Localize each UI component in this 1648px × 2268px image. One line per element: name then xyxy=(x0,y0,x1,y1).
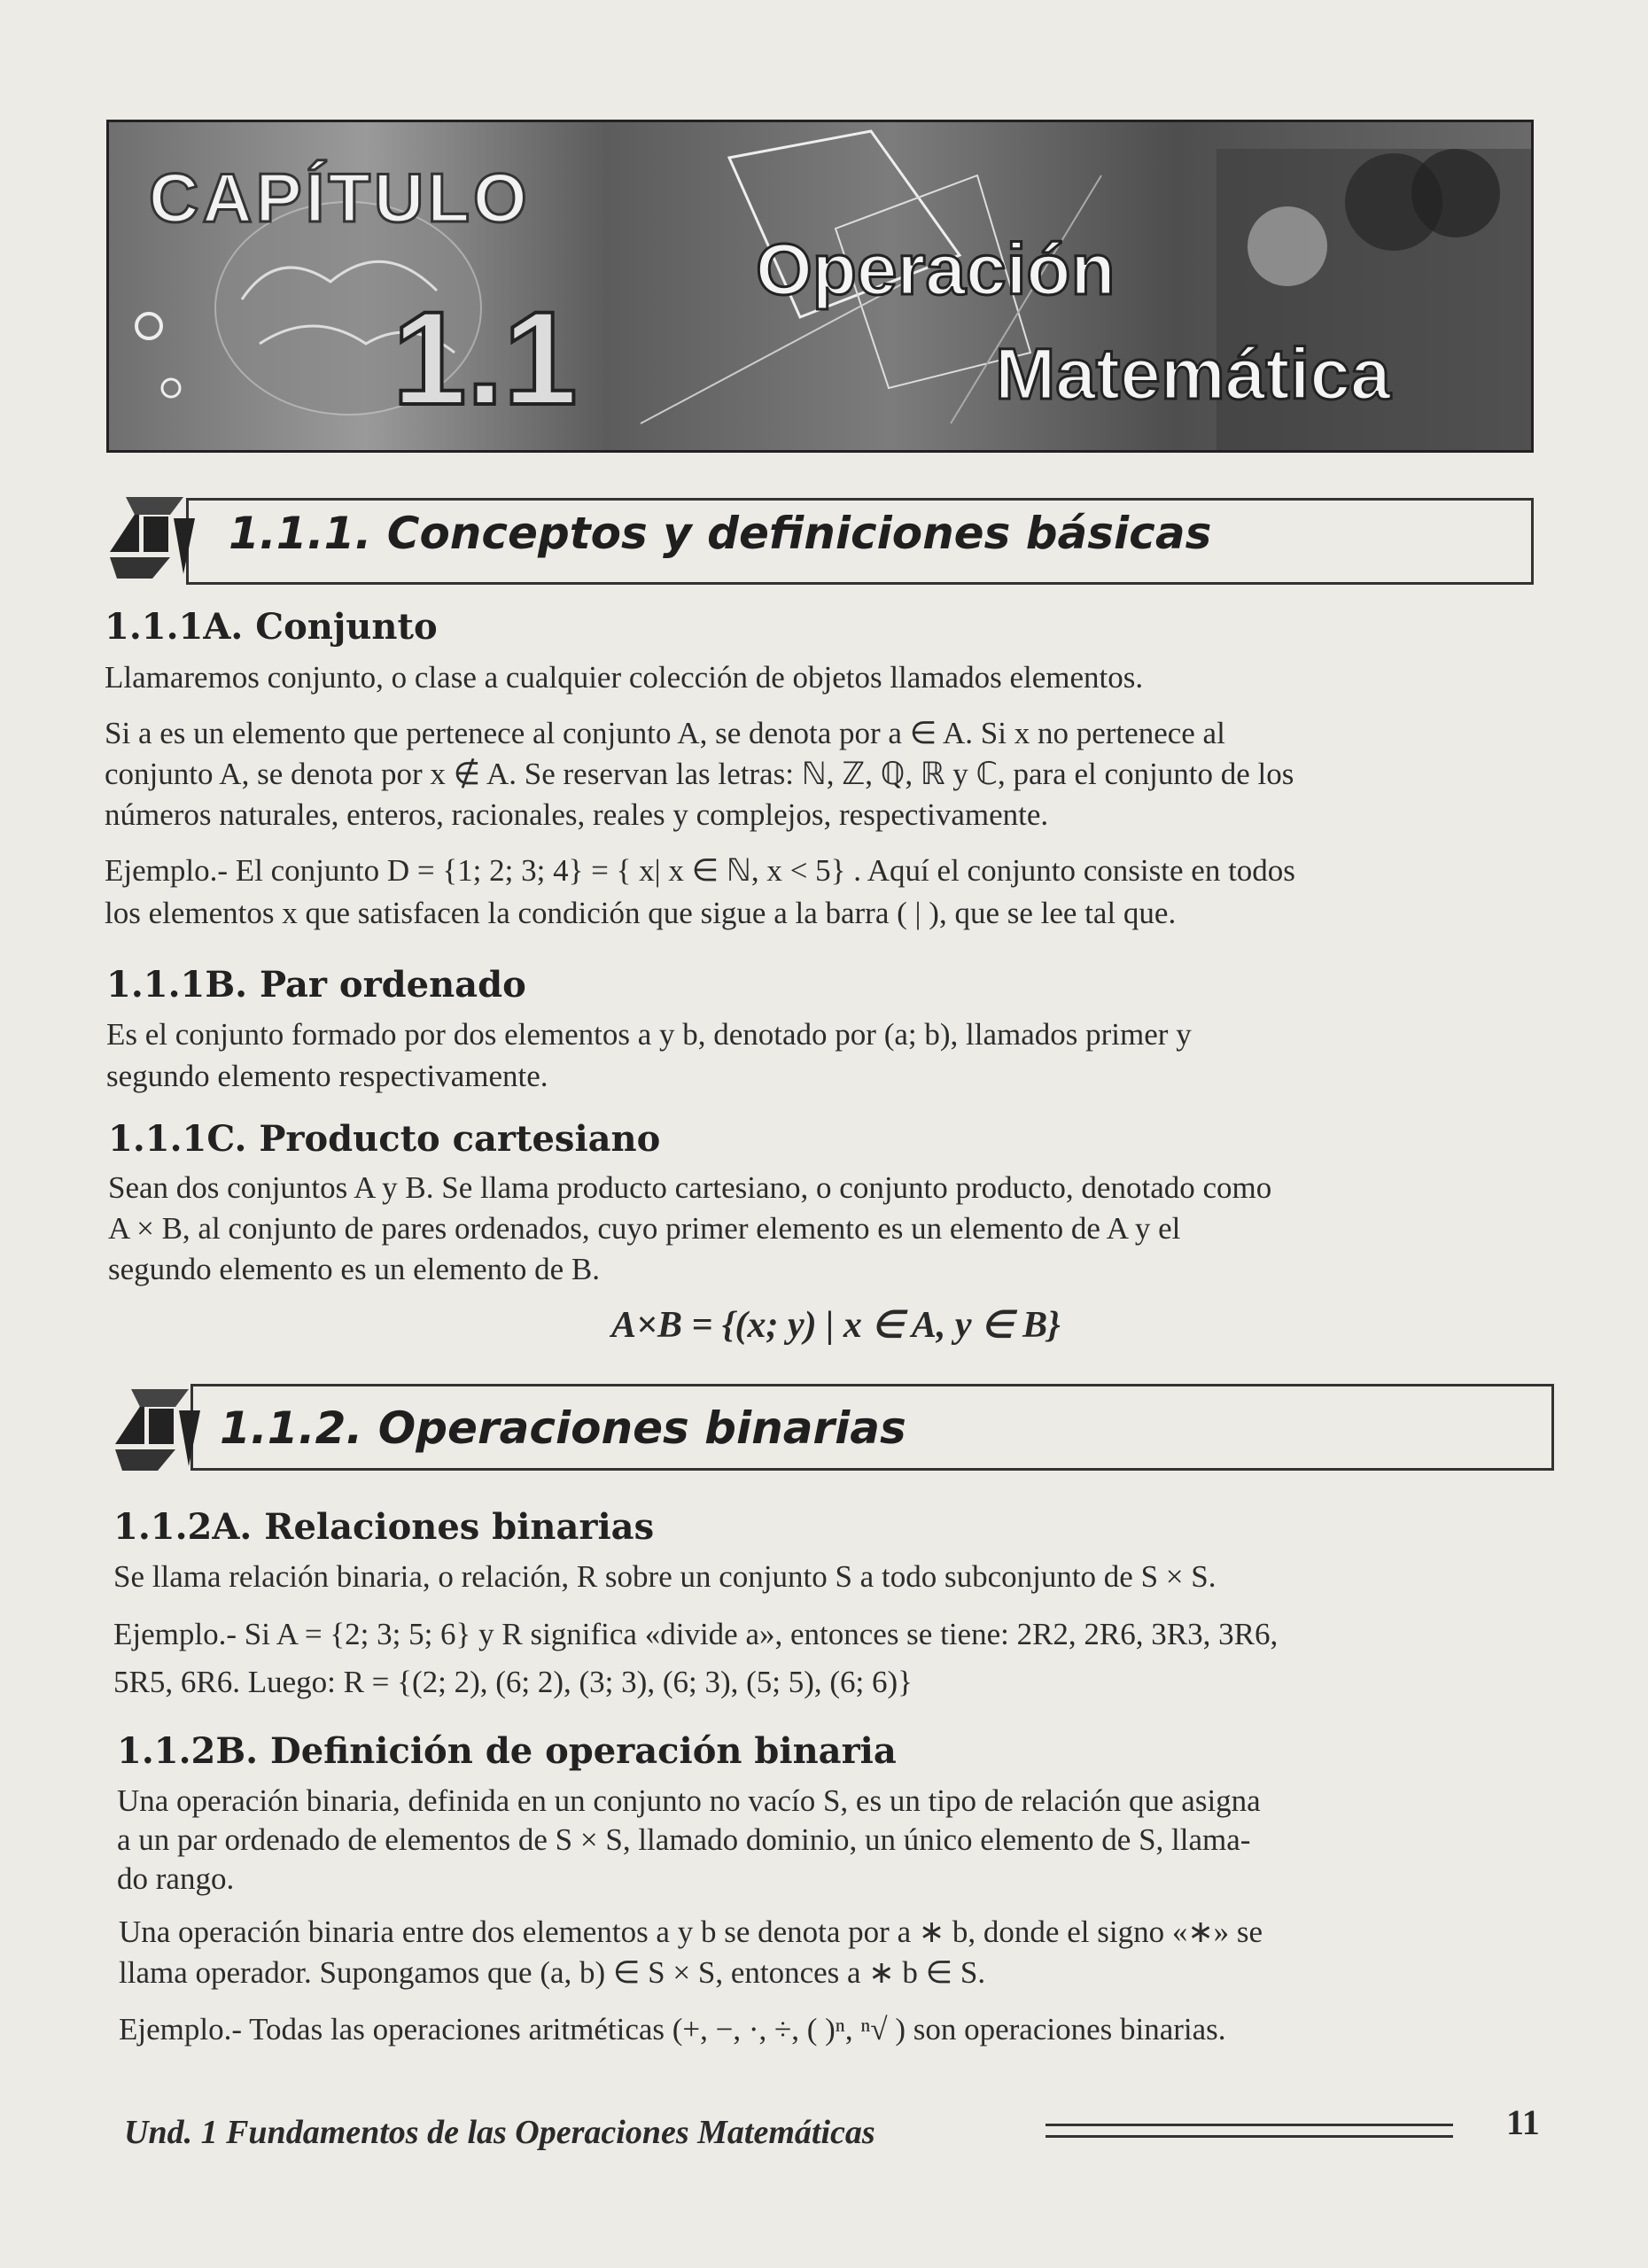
text-line: A × B, al conjunto de pares ordenados, cuyo primer elemento es un elemento de A y el xyxy=(108,1211,1181,1246)
subsection-heading-1-1-2b: 1.1.2B. Definición de operación binaria xyxy=(117,1730,897,1772)
subsection-heading-1-1-1a: 1.1.1A. Conjunto xyxy=(105,606,438,648)
text-line: conjunto A, se denota por x ∉ A. Se reservan las letras: ℕ, ℤ, ℚ, ℝ y ℂ, para el conjunto de los xyxy=(105,757,1294,791)
text-line: do rango. xyxy=(117,1861,235,1896)
cartesian-product-formula: A×B = {(x; y) | x ∈ A, y ∈ B} xyxy=(611,1305,1061,1346)
example-line: Ejemplo.- Todas las operaciones aritméticas (+, −, ·, ÷, ( )ⁿ, ⁿ√ ) son operaciones binarias. xyxy=(119,2012,1226,2047)
text-line: Una operación binaria, definida en un conjunto no vacío S, es un tipo de relación que asigna xyxy=(117,1783,1261,1818)
text-line: Llamaremos conjunto, o clase a cualquier colección de objetos llamados elementos. xyxy=(105,660,1144,695)
subsection-heading-1-1-1b: 1.1.1B. Par ordenado xyxy=(106,964,526,1006)
text-line: Es el conjunto formado por dos elementos a y b, denotado por (a; b), llamados primer y xyxy=(106,1017,1192,1052)
section1-title: 1.1.1. Conceptos y definiciones básicas xyxy=(229,508,1212,559)
chapter-title-line2: Matemática xyxy=(995,334,1391,415)
text-line: números naturales, enteros, racionales, reales y complejos, respectivamente. xyxy=(105,797,1049,832)
text-line: Se llama relación binaria, o relación, R sobre un conjunto S a todo subconjunto de S × S. xyxy=(113,1559,1217,1594)
example-line: Ejemplo.- El conjunto D = {1; 2; 3; 4} = { x| x ∈ ℕ, x < 5} . Aquí el conjunto consiste en todos xyxy=(105,853,1295,888)
chapter-number: 1.1 xyxy=(393,284,578,432)
footer-rule xyxy=(1046,2124,1453,2138)
subsection-heading-1-1-2a: 1.1.2A. Relaciones binarias xyxy=(113,1506,655,1548)
subsection-heading-1-1-1c: 1.1.1C. Producto cartesiano xyxy=(108,1118,661,1160)
section-cube-icon xyxy=(99,490,197,587)
page-number: 11 xyxy=(1506,2102,1540,2142)
example-line: Ejemplo.- Si A = {2; 3; 5; 6} y R significa «divide a», entonces se tiene: 2R2, 2R6, 3R3, 3R6, xyxy=(113,1617,1279,1651)
chapter-banner xyxy=(106,120,1534,453)
text-line: los elementos x que satisfacen la condición que sigue a la barra ( | ), que se lee tal que. xyxy=(105,896,1177,930)
text-line: Sean dos conjuntos A y B. Se llama producto cartesiano, o conjunto producto, denotado como xyxy=(108,1170,1272,1205)
footer-unit-label: Und. 1 Fundamentos de las Operaciones Matemáticas xyxy=(124,2114,875,2151)
section2-title: 1.1.2. Operaciones binarias xyxy=(220,1402,906,1454)
chapter-word: CAPÍTULO xyxy=(149,159,531,237)
text-line: segundo elemento es un elemento de B. xyxy=(108,1252,600,1286)
text-line: llama operador. Supongamos que (a, b) ∈ S × S, entonces a ∗ b ∈ S. xyxy=(119,1955,986,1990)
text-line: Si a es un elemento que pertenece al conjunto A, se denota por a ∈ A. Si x no pertenece al xyxy=(105,716,1225,750)
text-line: 5R5, 6R6. Luego: R = {(2; 2), (6; 2), (3; 3), (6; 3), (5; 5), (6; 6)} xyxy=(113,1665,913,1699)
section-cube-icon xyxy=(105,1382,202,1480)
text-line: Una operación binaria entre dos elementos a y b se denota por a ∗ b, donde el signo «∗» se xyxy=(119,1915,1263,1949)
chapter-title-line1: Operación xyxy=(756,229,1116,310)
text-line: segundo elemento respectivamente. xyxy=(106,1059,548,1093)
text-line: a un par ordenado de elementos de S × S, llamado dominio, un único elemento de S, llama- xyxy=(117,1822,1251,1857)
